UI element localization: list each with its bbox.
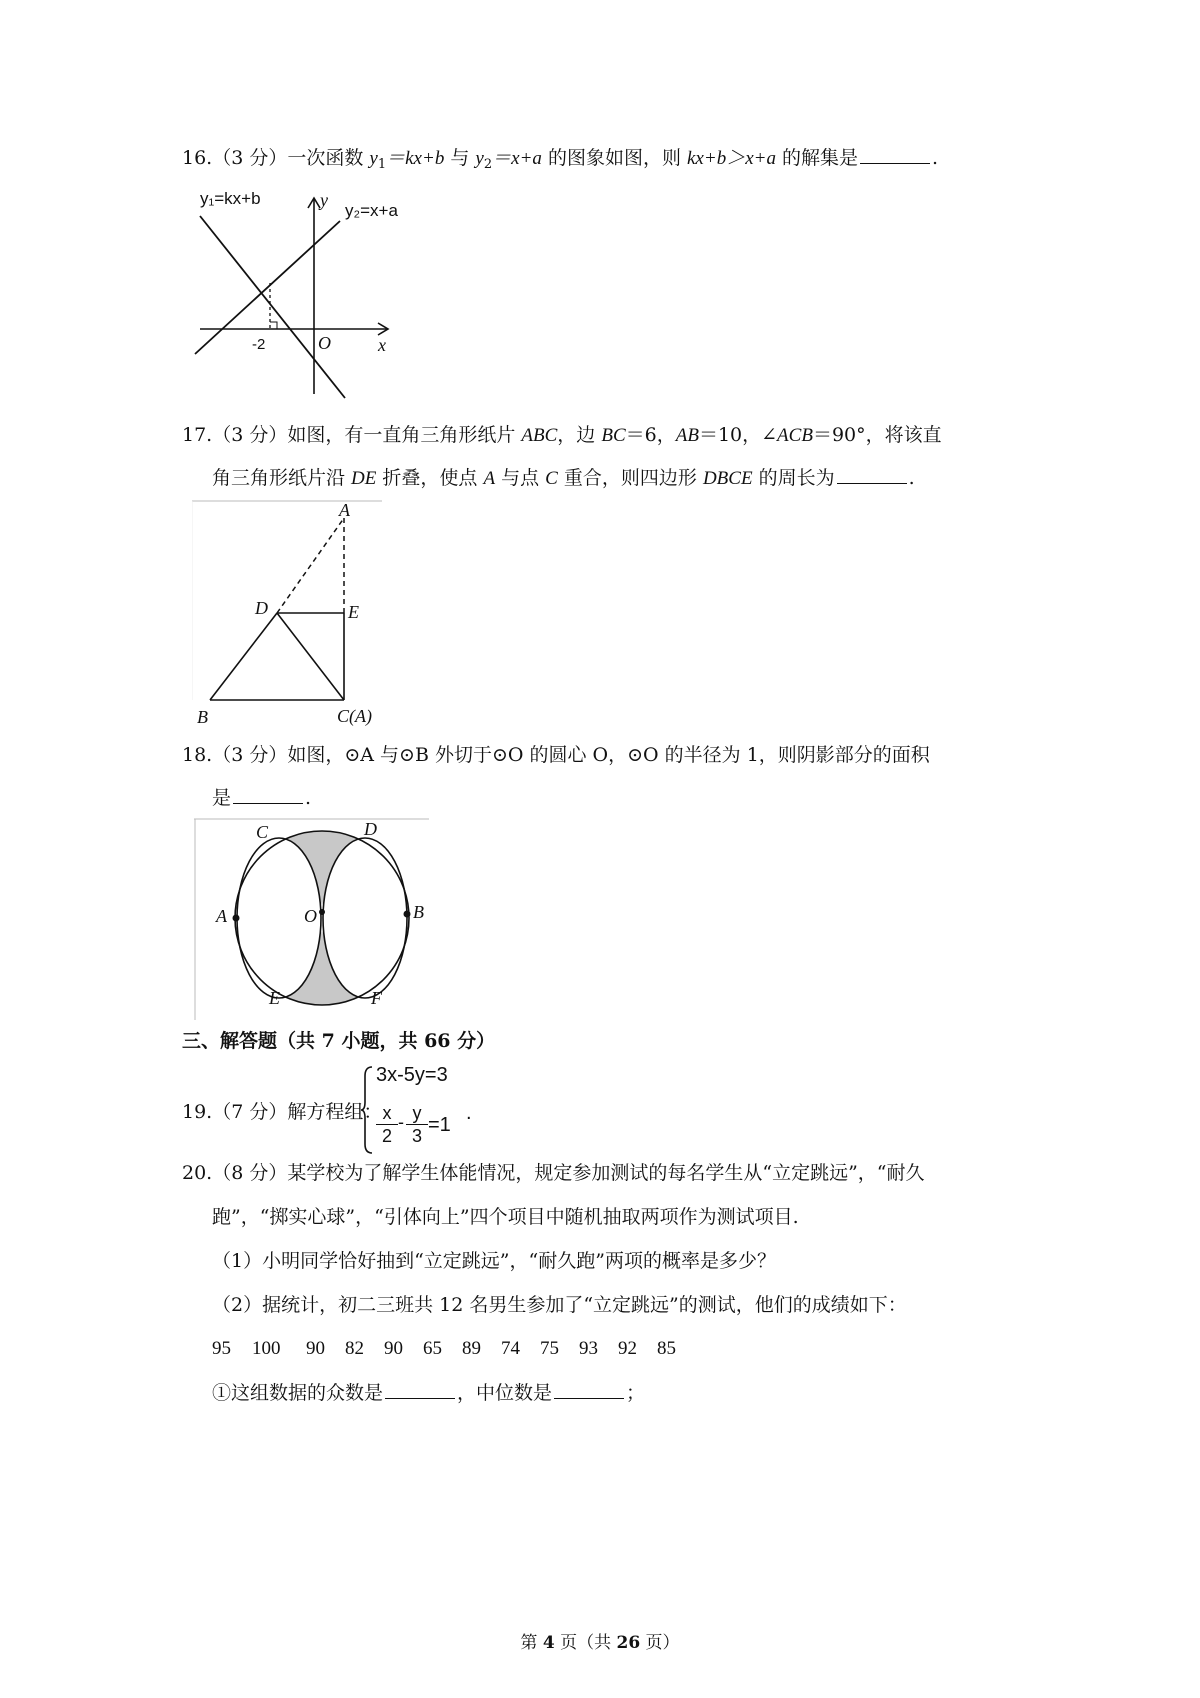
q18-label-d: D (364, 819, 377, 839)
q18-label-b: B (413, 902, 424, 922)
answer-blank[interactable] (233, 785, 303, 804)
q18-label-e: E (269, 988, 280, 1008)
q16-text: 16.（3 分）一次函数 $y_1=kx+b$ 与 $y_2=x+a$ 的图象如图，则 kx+b＞x+a 的解集是 . (182, 147, 939, 172)
q20-sub1: （1）小明同学恰好抽到“立定跳远”，“耐久跑”两项的概率是多少？ (212, 1250, 776, 1272)
q19-text: 19.（7 分）解方程组： (182, 1101, 383, 1123)
q16-origin: O (318, 333, 331, 353)
q17-label-a: A (339, 500, 350, 520)
q17-label-d: D (255, 598, 268, 618)
answer-blank[interactable] (860, 145, 930, 164)
q18-label-c: C (256, 822, 269, 842)
q16-axis-x: x (378, 335, 386, 355)
q16-axis-y: y (320, 190, 328, 210)
q16-label-y1: y₁=kx+b (200, 189, 261, 208)
q16-tick: -2 (252, 336, 266, 353)
q19-frac2: y 3 (406, 1102, 428, 1147)
q18-label-a: A (216, 906, 227, 926)
q16-label-y2: y₂=x+a (345, 201, 398, 220)
q18-figure (194, 818, 434, 1023)
section-heading: 三、解答题（共 7 小题，共 66 分） (182, 1030, 496, 1052)
q20-sub2: （2）据统计，初二三班共 12 名男生参加了“立定跳远”的测试，他们的成绩如下： (212, 1294, 907, 1316)
q18-text-line2: 是 . (212, 787, 312, 809)
q20-text-line1: 20.（8 分）某学校为了解学生体能情况，规定参加测试的每名学生从“立定跳远”，“耐久 (182, 1162, 925, 1184)
q17-figure (192, 500, 392, 730)
brace-icon (360, 1064, 374, 1156)
page-footer: 第 4 页（共 26 页） (520, 1633, 680, 1653)
answer-blank-mode[interactable] (385, 1380, 455, 1399)
q20-scores: 95 100 90 82 90 65 89 74 75 93 92 85 (212, 1338, 676, 1359)
q17-text-line2: 角三角形纸片沿 DE 折叠，使点 A 与点 C 重合，则四边形 DBCE 的周长为 . (212, 467, 915, 489)
answer-blank[interactable] (837, 465, 907, 484)
q19-frac1: x 2 (376, 1102, 398, 1147)
q17-label-e: E (348, 602, 359, 622)
answer-blank-median[interactable] (554, 1380, 624, 1399)
q20-text-line2: 跑”，“掷实心球”，“引体向上”四个项目中随机抽取两项作为测试项目. (212, 1206, 799, 1228)
q17-text-line1: 17.（3 分）如图，有一直角三角形纸片 ABC，边 BC＝6，AB＝10，∠ACB＝90°，将该直 (182, 424, 942, 446)
q17-label-b: B (197, 707, 208, 727)
q18-text-line1: 18.（3 分）如图，⊙A 与⊙B 外切于⊙O 的圆心 O，⊙O 的半径为 1，则阴影部分的面积 (182, 744, 930, 766)
q17-label-ca: C(A) (337, 706, 372, 726)
q20-sub3: ①这组数据的众数是 ，中位数是 ； (212, 1382, 646, 1404)
q19-equation-system: 3x-5y=3 x 2 - y 3 =1 . (360, 1064, 480, 1156)
q18-label-o: O (304, 906, 317, 926)
q19-eq1: 3x-5y=3 (376, 1064, 448, 1086)
page-number: 4 (542, 1633, 555, 1653)
q16-figure (190, 186, 420, 406)
page-total: 26 (616, 1633, 641, 1653)
q18-label-f: F (371, 988, 382, 1008)
